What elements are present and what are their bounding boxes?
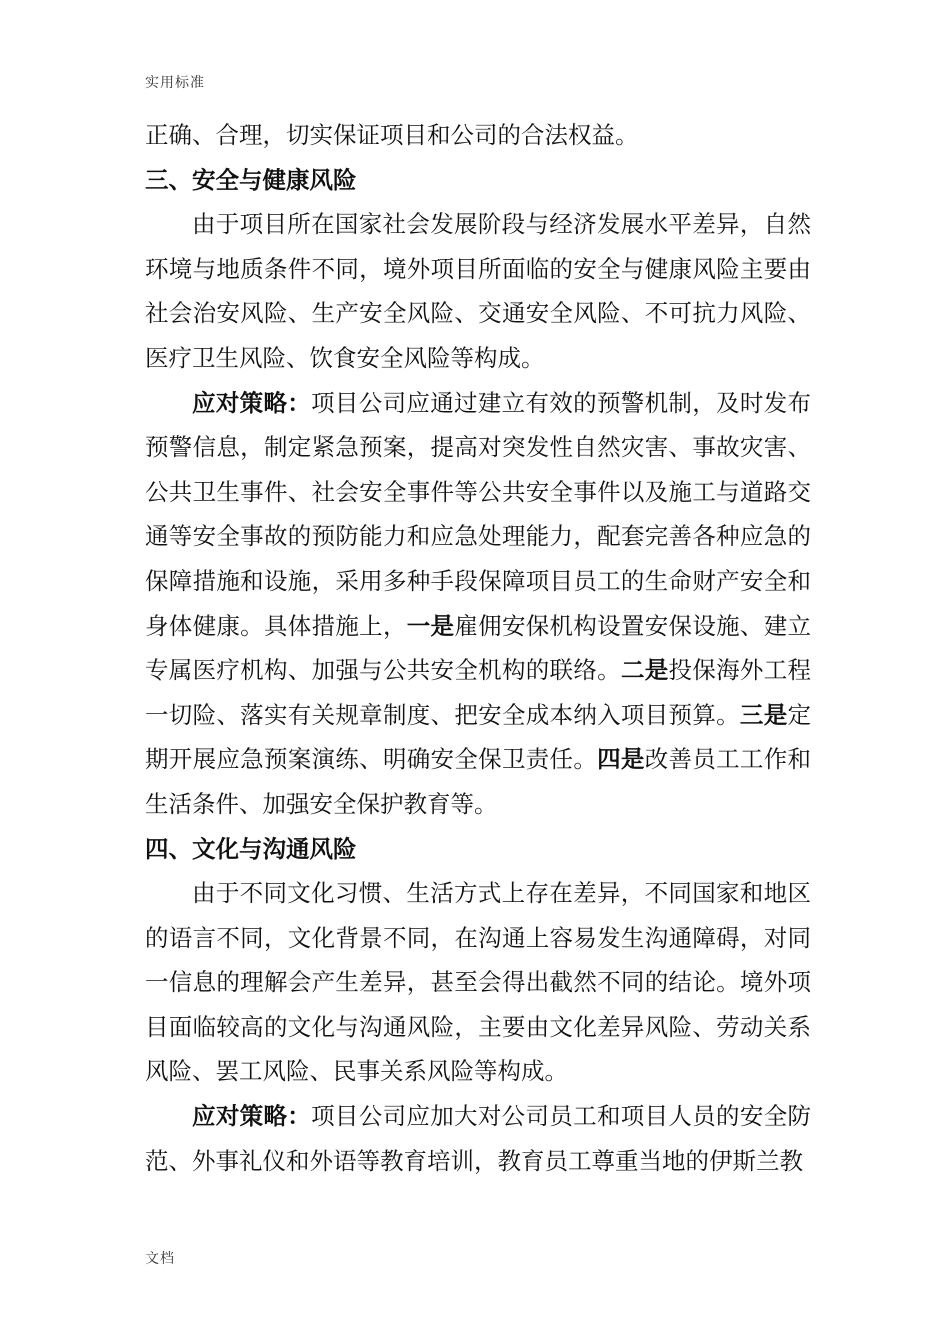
measure-marker-1: 一是 <box>406 611 455 640</box>
section-3-description: 由于项目所在国家社会发展阶段与经济发展水平差异，自然环境与地质条件不同，境外项目所面临的安全与健康风险主要由社会治安风险、生产安全风险、交通安全风险、不可抗力风险、医疗卫生风险、饮食安全风险等构成。 <box>145 210 811 372</box>
section-3-heading: 三、安全与健康风险 <box>145 165 357 194</box>
section-3-strategy <box>145 381 811 827</box>
strategy-text: 项目公司应加大对公司员工和项目人员的安全防范、外事礼仪和外语等教育培训，教育员工尊重当地的伊斯兰教 <box>145 1102 812 1175</box>
strategy-label: 应对策略： <box>192 388 312 417</box>
section-4-strategy <box>145 1094 811 1183</box>
measure-marker-4: 四是 <box>597 745 645 774</box>
intro-paragraph: 正确、合理，切实保证项目和公司的合法权益。 <box>145 121 639 149</box>
document-body <box>145 113 811 1183</box>
measure-marker-3: 三是 <box>739 700 788 729</box>
section-4-description: 由于不同文化习惯、生活方式上存在差异，不同国家和地区的语言不同，文化背景不同，在沟通上容易发生沟通障碍，对同一信息的理解会产生差异，甚至会得出截然不同的结论。境外项目面临较高的文化与沟通风险，主要由文化差异风险、劳动关系风险、罢工风险、民事关系风险等构成。 <box>145 879 811 1086</box>
measure-text-3: 定期开展应急预案演练、明确安全保卫责任。 <box>145 700 812 774</box>
strategy-text: 项目公司应通过建立有效的预警机制，及时发布预警信息，制定紧急预案，提高对突发性自然灾害、事故灾害、公共卫生事件、社会安全事件等公共安全事件以及施工与道路交通等安全事故的预防能力和应急处理能力，配套完善各种应急的保障措施和设施，采用多种手段保障项目员工的生命财产安全和身体健康。具体措施上， <box>145 388 812 640</box>
measure-marker-2: 二是 <box>620 656 669 685</box>
running-header: 实用标准 <box>145 75 205 91</box>
measure-text-4: 改善员工工作和生活条件、加强安全保护教育等。 <box>145 745 812 818</box>
section-4-heading: 四、文化与沟通风险 <box>145 834 357 863</box>
measure-text-2: 投保海外工程一切险、落实有关规章制度、把安全成本纳入项目预算。 <box>145 656 812 729</box>
running-footer: 文档 <box>145 1251 175 1267</box>
measure-text-1: 雇佣安保机构设置安保设施、建立专属医疗机构、加强与公共安全机构的联络。 <box>145 611 812 685</box>
strategy-label: 应对策略： <box>192 1102 312 1131</box>
